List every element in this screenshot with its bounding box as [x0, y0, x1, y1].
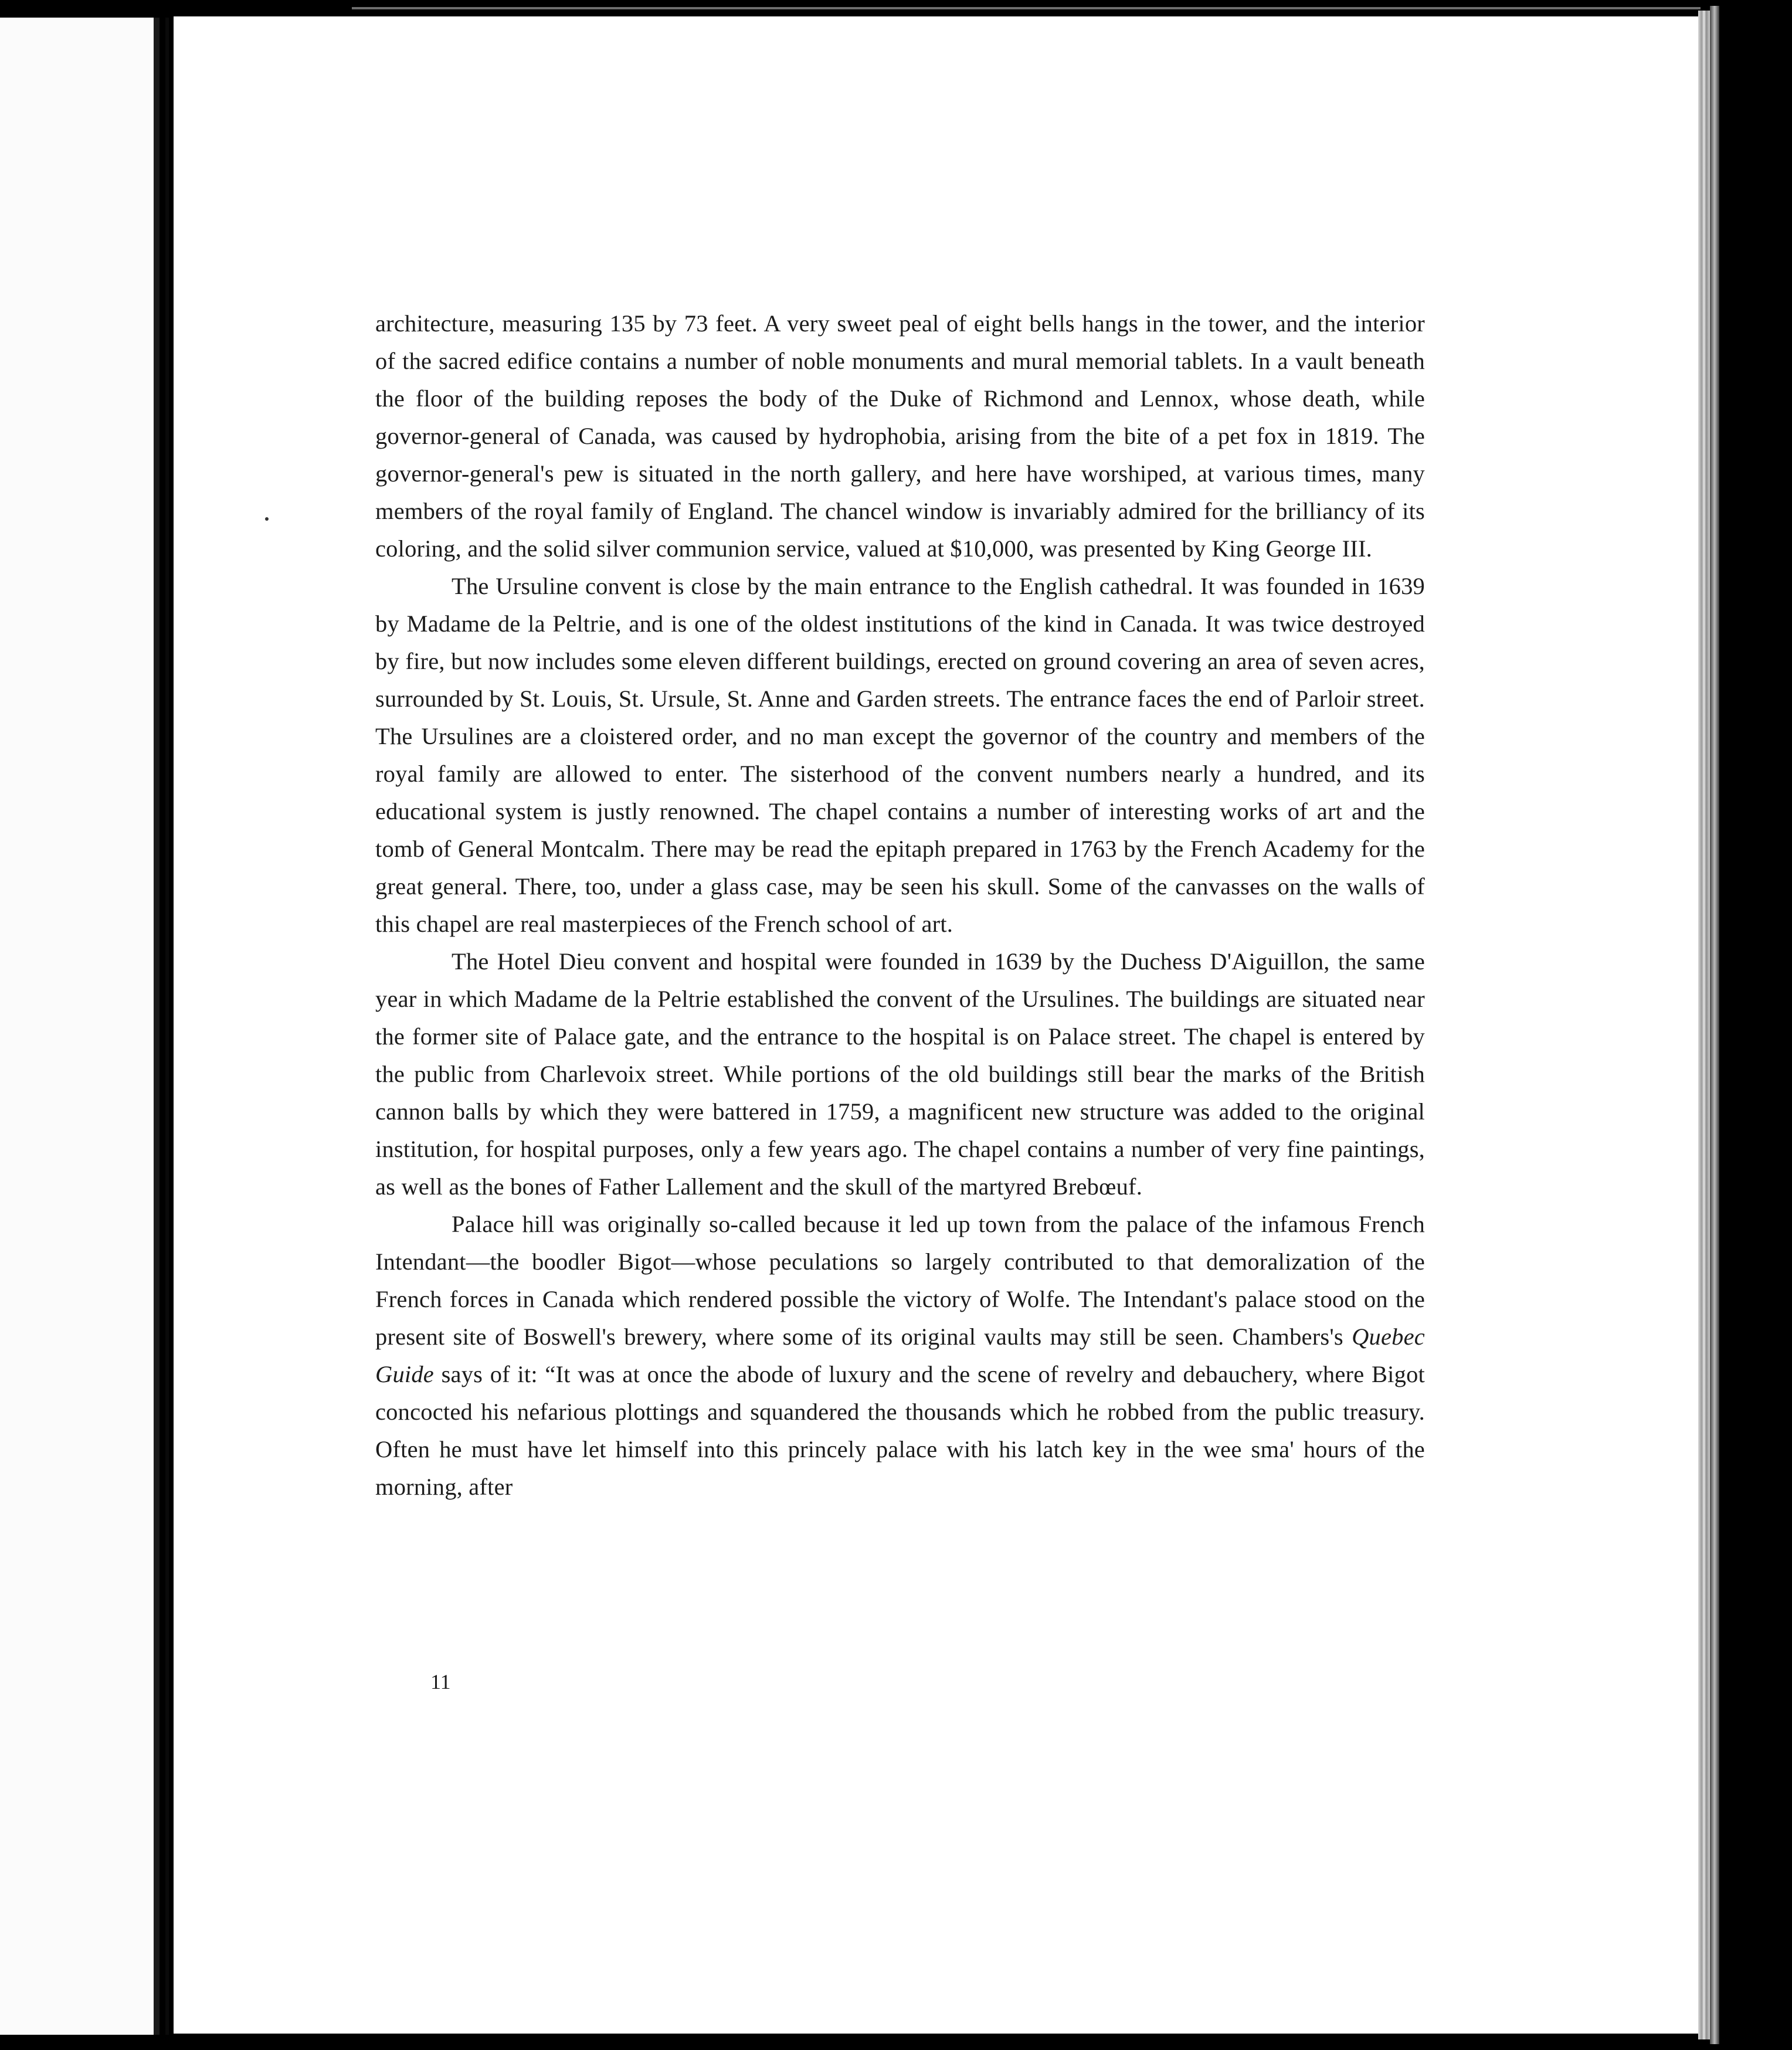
page-folio: 11 [430, 1670, 451, 1693]
page-stack-edges [1698, 11, 1710, 2039]
facing-page-edge [154, 18, 159, 2035]
facing-page-left [0, 18, 159, 2035]
paragraph-3 [375, 943, 1425, 1206]
book-gutter [165, 18, 169, 2035]
body-text [375, 305, 1425, 1506]
paragraph-1 [375, 305, 1425, 568]
book-cover-edge [1710, 6, 1719, 2044]
paragraph-4-text-b: says of it: “It was at once the abode of luxury and the scene of revelry and debauchery, where Bigot concocted his nefarious plottings and squandered the thousands which he robbed from the public treasury. Often he must have let himself into this princely palace with his latch key in the wee sma' hours of the morning, after [375, 1361, 1425, 1500]
paragraph-2-text: The Ursuline convent is close by the main entrance to the English cathedral. It was founded in 1639 by Madame de la Peltrie, and is one of the oldest institutions of the kind in Canada. It was twice destroyed by fire, but now includes some eleven different buildings, erected on ground covering an area of seven acres, surrounded by St. Louis, St. Ursule, St. Anne and Garden streets. The entrance faces the end of Parloir street. The Ursulines are a cloistered order, and no man except the governor of the country and members of the royal family are allowed to enter. The sisterhood of the convent numbers nearly a hundred, and its educational system is justly renowned. The chapel contains a number of interesting works of art and the tomb of General Montcalm. There may be read the epitaph prepared in 1763 by the French Academy for the great general. There, too, under a glass case, may be seen his skull. Some of the canvasses on the walls of this chapel are real masterpieces of the French school of art. [375, 573, 1425, 937]
paragraph-2 [375, 568, 1425, 943]
book-title-quebec-guide: Quebec Guide [375, 1323, 1425, 1387]
paragraph-1-text: architecture, measuring 135 by 73 feet. A very sweet peal of eight bells hangs in the tower, and the interior of the sacred edifice contains a number of noble monuments and mural memorial tablets. In a vault beneath the floor of the building reposes the body of the Duke of Richmond and Lennox, whose death, while governor-general of Canada, was caused by hydrophobia, arising from the bite of a pet fox in 1819. The governor-general's pew is situated in the north gallery, and here have worshiped, at various times, many members of the royal family of England. The chancel window is invariably admired for the brilliancy of its coloring, and the solid silver communion service, valued at $10,000, was presented by King George III. [375, 310, 1425, 562]
page-top-edge [352, 7, 1701, 9]
paragraph-4-text-a: Palace hill was originally so-called because it led up town from the palace of the infamous French Intendant—the boodler Bigot—whose peculations so largely contributed to that demoralization of the French forces in Canada which rendered possible the victory of Wolfe. The Intendant's palace stood on the present site of Boswell's brewery, where some of its original vaults may still be seen. Chambers's [375, 1211, 1425, 1350]
ink-speck [265, 517, 269, 521]
paragraph-4 [375, 1206, 1425, 1506]
paragraph-3-text: The Hotel Dieu convent and hospital were founded in 1639 by the Duchess D'Aiguillon, the same year in which Madame de la Peltrie established the convent of the Ursulines. The buildings are situated near the former site of Palace gate, and the entrance to the hospital is on Palace street. The chapel is entered by the public from Charlevoix street. While portions of the old buildings still bear the marks of the British cannon balls by which they were battered in 1759, a magnificent new structure was added to the original institution, for hospital purposes, only a few years ago. The chapel contains a number of very fine paintings, as well as the bones of Father Lallement and the skull of the martyred Brebœuf. [375, 948, 1425, 1200]
